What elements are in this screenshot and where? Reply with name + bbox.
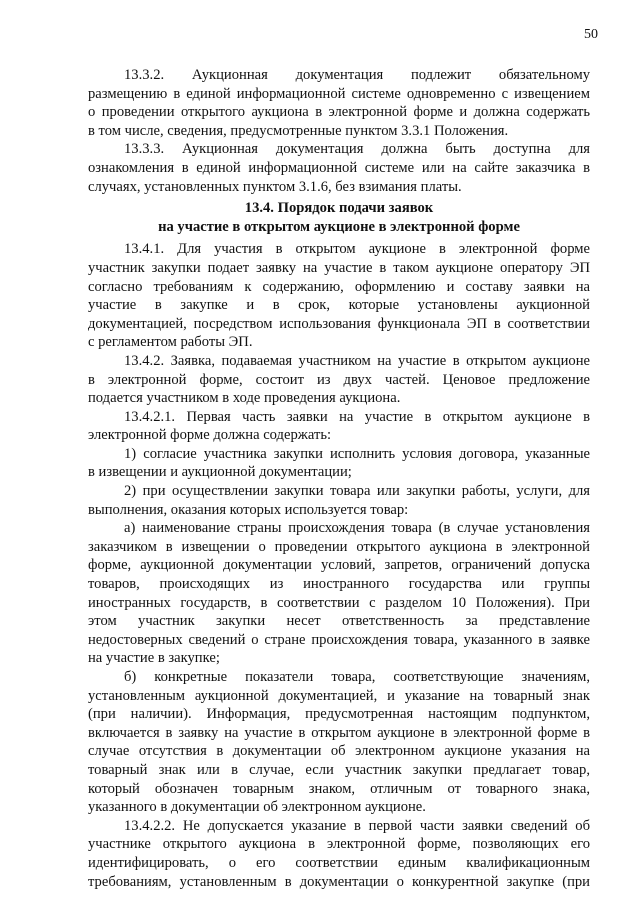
document-body: [88, 66, 590, 891]
text-line: в электронной форме, состоит из двух частей. Ценовое предложение: [88, 371, 590, 388]
text-line: указанного в документации об электронном аукционе.: [88, 799, 426, 816]
text-line: 1) согласие участника закупки исполнить условия договора, указанные: [124, 445, 590, 462]
text-line: товаров, происходящих из иностранного государства или группы: [88, 576, 590, 593]
text-line: 13.3.2. Аукционная документация подлежит обязательному: [124, 67, 590, 83]
text-line: в извещении и аукционной документации;: [88, 464, 352, 481]
list-item-a: [88, 519, 590, 668]
paragraph-13-4-2-1: [88, 408, 590, 445]
text-line: требованиям, установленным в документации о конкурентной закупке (при: [88, 873, 590, 890]
text-line: а) наименование страны происхождения товара (в случае установления: [124, 520, 590, 537]
text-line: 13.3.3. Аукционная документация должна быть доступна для: [124, 141, 590, 158]
section-heading-line: на участие в открытом аукционе в электронной форме: [158, 218, 520, 235]
text-line: ознакомления в единой информационной системе или на сайте заказчика в: [88, 159, 590, 176]
text-line: заказчиком в извещении о проведении открытого аукциона в электронной: [88, 538, 590, 555]
text-line: 13.4.2.2. Не допускается указание в первой части заявки сведений об: [124, 817, 590, 834]
paragraph-13-4-1: [88, 240, 590, 352]
text-line: форме, аукционной документации условий, запретов, ограничений допуска: [88, 557, 590, 574]
list-item-1: [88, 445, 590, 482]
text-line: установленным аукционной документацией, и указание на товарный знак: [88, 687, 590, 704]
text-line: размещению в единой информационной системе одновременно с извещением: [88, 85, 590, 102]
text-line: выполнения, оказания которых используется товар:: [88, 501, 409, 518]
list-item-b: [88, 668, 590, 817]
text-line: товарный знак или в случае, если участник закупки предлагает товар,: [88, 761, 590, 778]
section-heading-line: 13.4. Порядок подачи заявок: [244, 200, 434, 217]
text-line: согласно требованиям к содержанию, оформлению и составу заявки на: [88, 278, 590, 295]
text-line: 13.4.2. Заявка, подаваемая участником на участие в открытом аукционе: [124, 352, 590, 369]
text-line: 13.4.2.1. Первая часть заявки на участие в открытом аукционе в: [124, 408, 590, 425]
text-line: недостоверных сведений о стране происхождения товара, указанного в заявке: [88, 631, 590, 648]
text-line: на участие в закупке;: [88, 650, 220, 667]
paragraph-13-4-2-2: [88, 817, 590, 891]
list-item-2: [88, 482, 590, 519]
text-line: в том числе, сведения, предусмотренные пунктом 3.3.1 Положения.: [88, 122, 509, 139]
text-line: участнике открытого аукциона в электронной форме, позволяющих его: [88, 836, 590, 853]
text-line: который обозначен товарным знаком, отличным от товарного знака,: [88, 780, 590, 797]
text-line: подается участником в ходе проведения аукциона.: [88, 390, 401, 407]
text-line: документацией, посредством использования функционала ЭП в соответствии: [88, 315, 590, 332]
text-line: 13.4.1. Для участия в открытом аукционе в электронной форме: [124, 241, 590, 258]
text-line: этом участник закупки несет ответственность за представление: [88, 613, 590, 630]
text-line: участник закупки подает заявку на участие в таком аукционе оператору ЭП: [88, 259, 590, 276]
paragraph-13-3-2: [88, 66, 590, 140]
text-line: идентифицировать, о его соответствии единым квалификационным: [88, 854, 590, 871]
text-line: случае отсутствия в документации об электронном аукционе указания на: [88, 743, 590, 760]
text-line: иностранных государств, в соответствии с разделом 10 Положения). При: [88, 594, 590, 611]
paragraph-13-4-2: [88, 352, 590, 408]
text-line: электронной форме должна содержать:: [88, 427, 332, 444]
text-line: б) конкретные показатели товара, соответствующие значениям,: [124, 669, 590, 685]
text-line: включается в заявку на участие в открытом аукционе в электронной форме в: [88, 724, 590, 741]
text-line: 2) при осуществлении закупки товара или закупки работы, услуги, для: [124, 483, 590, 500]
text-line: случаях, установленных пунктом 3.1.6, без взимания платы.: [88, 178, 462, 195]
text-line: о проведении открытого аукциона в электронной форме и должна содержать: [88, 104, 590, 121]
text-line: с регламентом работы ЭП.: [88, 334, 253, 351]
section-heading: [88, 199, 590, 236]
text-line: участие в закупке и в срок, которые установлены аукционной: [88, 297, 590, 314]
text-line: (при наличии). Информация, предусмотренная настоящим подпунктом,: [88, 706, 590, 723]
paragraph-13-3-3: [88, 140, 590, 196]
page-number: 50: [584, 27, 598, 42]
